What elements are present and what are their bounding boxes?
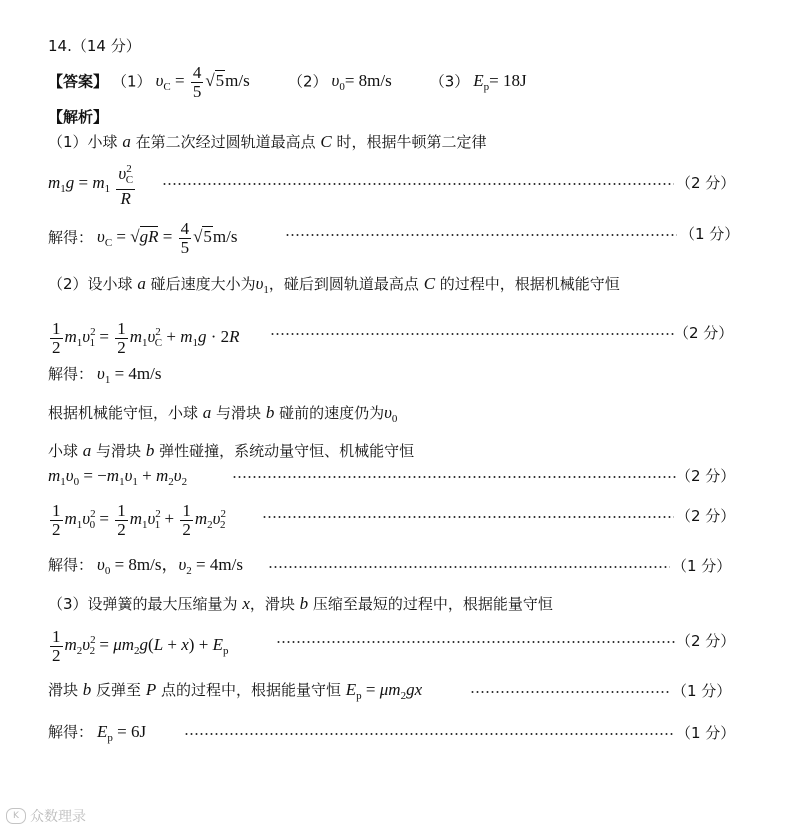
score-label: （1 分） (672, 557, 732, 575)
answer-line: 【答案】 （1） $\upsilon_C$ = $\frac{4}{5}$ √5m/s （2） $\upsilon_0= 8m/s$ （3） $E_p= 18J$ (48, 63, 527, 101)
part2-line4: 小球 a 与滑块 b 弹性碰撞，系统动量守恒、机械能守恒 (48, 441, 415, 460)
answer-label: 【答案】 (48, 72, 109, 91)
watermark-logo-icon: K (6, 808, 26, 824)
question-number: 14.（14 分） (48, 37, 141, 55)
dot-leader (268, 566, 670, 568)
dot-leader (270, 333, 674, 335)
part3-solution: 解得： $E_p = 6J$ (48, 722, 147, 744)
answer-vc: $\upsilon_C$ = $\frac{4}{5}$ √5m/s (155, 63, 250, 101)
part2-energy-equation: $\frac{1}{2}$ $m_1\upsilon^2_1$ = $\frac{1}{2}$ $m_1\upsilon^2_C + m_1g \cdot 2R$ (52, 318, 240, 357)
answer-v0: $\upsilon_0= 8m/s$ (331, 71, 392, 94)
watermark (6, 806, 86, 826)
watermark-text: 众数理录 (30, 809, 86, 825)
part2-intro: （2）设小球 a 碰后速度大小为$\upsilon_1$，碰后到圆轨道最高点 C 的过程中，根据机械能守恒 (48, 274, 620, 296)
answer-ep: $E_p= 18J$ (473, 71, 527, 94)
dot-leader (276, 641, 676, 643)
dot-leader (470, 691, 670, 693)
dot-leader (232, 476, 676, 478)
dot-leader (262, 516, 674, 518)
part2-momentum-equation: $m_1\upsilon_0 = -m_1\upsilon_1 + m_2\upsilon_2$ (48, 466, 188, 488)
part3-energy-equation: $\frac{1}{2}$ $m_2\upsilon^2_2 = \mu m_2g(L + x) + E_p$ (52, 626, 229, 665)
score-label: （2 分） (676, 632, 736, 650)
score-label: （1 分） (676, 724, 736, 742)
score-label: （2 分） (674, 324, 734, 342)
part2-line3: 根据机械能守恒，小球 a 与滑块 b 碰前的速度仍为$\upsilon_0$ (48, 403, 398, 425)
part2-solution: 解得： $\upsilon_1 = 4m/s$ (48, 364, 162, 386)
dot-leader (285, 234, 677, 236)
part1-solution: 解得： $\upsilon_C = √gR$ = $\frac{4}{5}$ √5m/s (48, 219, 238, 257)
analysis-label: 【解析】 (48, 108, 109, 126)
part3-intro: （3）设弹簧的最大压缩量为 x，滑块 b 压缩至最短的过程中，根据能量守恒 (48, 594, 553, 613)
part1-equation: $m_1g = m_1$ $\frac{\upsilon^2_C}{R}$ (48, 160, 137, 209)
part2-kinetic-equation: $\frac{1}{2}$ $m_1\upsilon^2_0$ = $\frac{1}{2}$ $m_1\upsilon^2_1$ + $\frac{1}{2}$ $m_2\upsilon^2_2$ (52, 500, 226, 539)
score-label: （1 分） (680, 225, 740, 243)
part2-solution2: 解得： $\upsilon_0 = 8m/s$，$\upsilon_2 = 4m/s$ (48, 555, 243, 577)
score-label: （2 分） (676, 174, 736, 192)
score-label: （1 分） (672, 682, 732, 700)
part1-intro: （1）小球 a 在第二次经过圆轨道最高点 C 时，根据牛顿第二定律 (48, 132, 487, 151)
score-label: （2 分） (676, 507, 736, 525)
dot-leader (162, 183, 674, 185)
part3-line2: 滑块 b 反弹至 P 点的过程中，根据能量守恒 $E_p = \mu m_2gx$ (48, 680, 423, 702)
score-label: （2 分） (676, 467, 736, 485)
dot-leader (184, 733, 674, 735)
